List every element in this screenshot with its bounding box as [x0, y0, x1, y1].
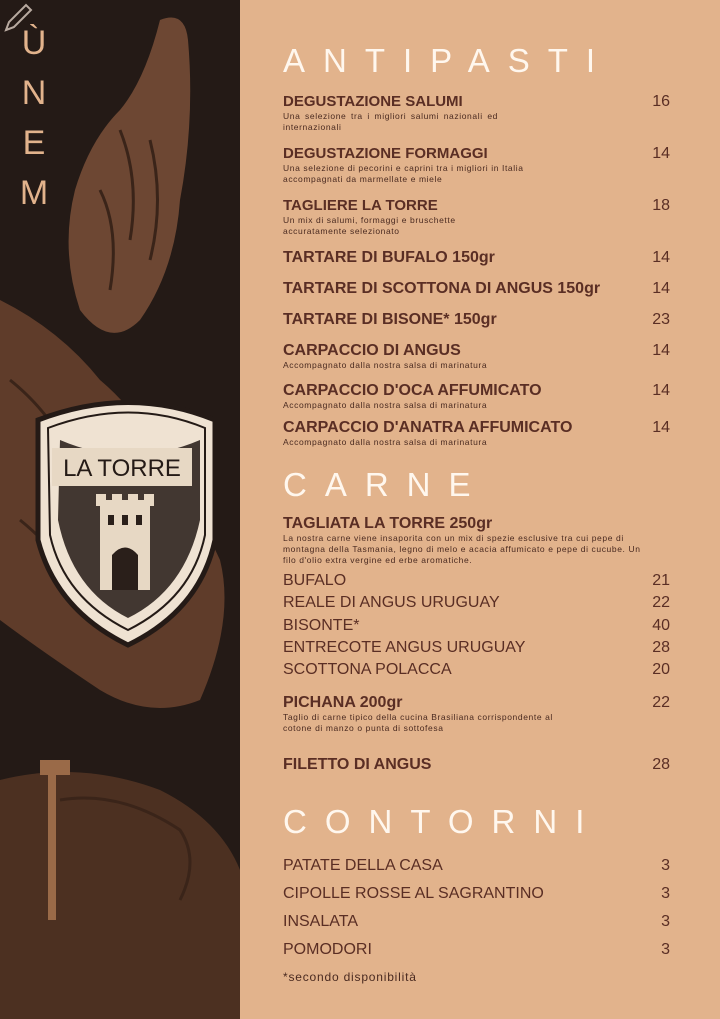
- cut-name: BUFALO: [283, 572, 347, 589]
- item-price: 18: [652, 197, 670, 214]
- menu-item: [283, 885, 670, 903]
- item-name: INSALATA: [283, 913, 358, 930]
- item-price: 22: [652, 694, 670, 711]
- item-name: TAGLIERE LA TORRE: [283, 197, 438, 214]
- menu-item: [283, 342, 670, 371]
- item-description: Un mix di salumi, formaggi e bruschette accuratamente selezionato: [283, 215, 456, 236]
- item-price: 16: [652, 93, 670, 110]
- item-name: CARPACCIO D'ANATRA AFFUMICATO: [283, 419, 573, 436]
- item-description: Accompagnato dalla nostra salsa di marinatura: [283, 400, 488, 410]
- item-description: Una selezione tra i migliori salumi nazionali ed internazionali: [283, 111, 498, 132]
- menu-item: [283, 197, 670, 237]
- cut-item: [283, 594, 670, 612]
- cut-item: [283, 639, 670, 657]
- item-price: 14: [652, 419, 670, 436]
- section-title-carne: CARNE: [283, 466, 489, 503]
- footnote: *secondo disponibilità: [283, 970, 417, 984]
- cut-price: 22: [652, 594, 670, 611]
- menu-item: [283, 857, 670, 875]
- item-price: 3: [661, 885, 670, 902]
- item-price: 14: [652, 145, 670, 162]
- cut-price: 20: [652, 661, 670, 678]
- item-description: Una selezione di pecorini e caprini tra i migliori in Italia accompagnati da marmellate e miele: [283, 163, 524, 184]
- cut-price: 28: [652, 639, 670, 656]
- item-price: 28: [652, 756, 670, 773]
- menu-vertical-title: [14, 18, 54, 218]
- item-price: 14: [652, 280, 670, 297]
- menu-letter: Ù: [21, 24, 47, 62]
- sidebar: [0, 0, 240, 1019]
- cut-item: [283, 572, 670, 590]
- item-name: TAGLIATA LA TORRE 250gr: [283, 515, 493, 532]
- menu-item: [283, 913, 670, 931]
- section-title-contorni: CONTORNI: [283, 803, 603, 840]
- cut-name: ENTRECOTE ANGUS URUGUAY: [283, 639, 526, 656]
- item-name: FILETTO DI ANGUS: [283, 756, 432, 773]
- cut-name: REALE DI ANGUS URUGUAY: [283, 594, 500, 611]
- logo-text: LA TORRE: [63, 455, 181, 482]
- menu-item: [283, 311, 670, 329]
- item-price: 3: [661, 941, 670, 958]
- item-price: 3: [661, 913, 670, 930]
- item-name: CIPOLLE ROSSE AL SAGRANTINO: [283, 885, 544, 902]
- menu-item: [283, 249, 670, 267]
- menu-item: [283, 694, 670, 734]
- menu-letter: M: [19, 174, 49, 212]
- menu-item: [283, 145, 670, 185]
- cut-item: [283, 661, 670, 679]
- menu-item: [283, 419, 670, 448]
- menu-item: [283, 93, 670, 133]
- item-name: TARTARE DI BISONE* 150gr: [283, 311, 497, 328]
- item-price: 14: [652, 342, 670, 359]
- item-description: Taglio di carne tipico della cucina Brasiliana corrispondente al cotone di manzo o punta di sottofesa: [283, 712, 553, 733]
- cut-price: 40: [652, 617, 670, 634]
- item-name: TARTARE DI BUFALO 150gr: [283, 249, 495, 266]
- cut-name: BISONTE*: [283, 617, 360, 634]
- item-description: Accompagnato dalla nostra salsa di marinatura: [283, 437, 488, 447]
- cut-name: SCOTTONA POLACCA: [283, 661, 452, 678]
- item-description: Accompagnato dalla nostra salsa di marinatura: [283, 360, 488, 370]
- item-name: PICHANA 200gr: [283, 694, 403, 711]
- item-name: CARPACCIO D'OCA AFFUMICATO: [283, 382, 542, 399]
- item-name: CARPACCIO DI ANGUS: [283, 342, 461, 359]
- menu-item: [283, 280, 670, 298]
- pencil-icon[interactable]: [0, 0, 36, 36]
- item-price: 14: [652, 382, 670, 399]
- menu-letter: E: [22, 124, 46, 162]
- menu-item: [283, 941, 670, 959]
- menu-item: [283, 382, 670, 411]
- item-description: La nostra carne viene insaporita con un mix di spezie esclusive tra cui pepe di montagna della Tasmania, legno di melo e acacia affumicato e pepe di cucube. Un filo d'olio extra vergine ed erbe aromatiche.: [283, 533, 641, 565]
- cut-item: [283, 617, 670, 635]
- menu-item: [283, 756, 670, 774]
- cut-price: 21: [652, 572, 670, 589]
- item-price: 23: [652, 311, 670, 328]
- item-price: 14: [652, 249, 670, 266]
- item-price: 3: [661, 857, 670, 874]
- menu-item: [283, 515, 670, 566]
- item-name: POMODORI: [283, 941, 372, 958]
- menu-letter: N: [21, 74, 47, 112]
- item-name: DEGUSTAZIONE FORMAGGI: [283, 145, 488, 162]
- item-name: DEGUSTAZIONE SALUMI: [283, 93, 463, 110]
- item-name: PATATE DELLA CASA: [283, 857, 443, 874]
- section-title-antipasti: ANTIPASTI: [283, 42, 614, 79]
- item-name: TARTARE DI SCOTTONA DI ANGUS 150gr: [283, 280, 601, 297]
